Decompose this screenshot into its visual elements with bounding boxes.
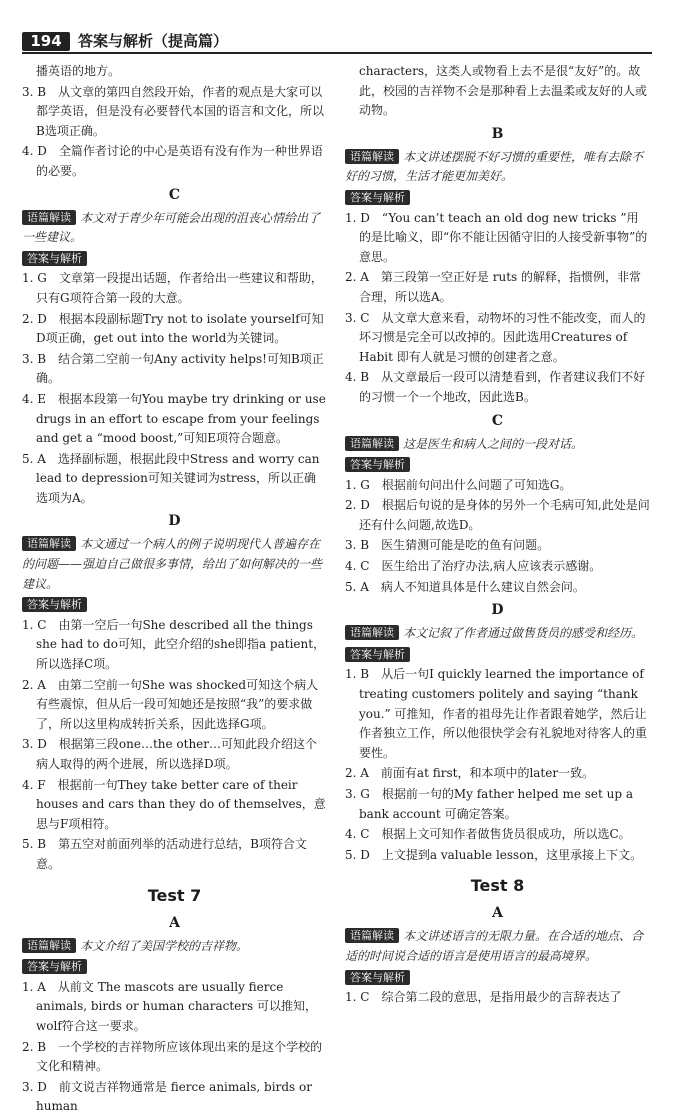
answer-item: 5. B 第五空对前面列举的活动进行总结，B项符合文意。 <box>22 837 307 871</box>
passage-summary <box>345 148 650 187</box>
answers-tag: 答案与解析 <box>345 457 410 472</box>
answer-item: 3. B 结合第二空前一句Any activity helps!可知B项正确。 <box>22 351 324 386</box>
answer-item: 3. G 根据前一句的My father helped me set up a bank account 可确定答案。 <box>345 787 634 821</box>
page-header <box>0 0 675 54</box>
answer-item: 5. A 选择副标题，根据此段中Stress and worry can lead to depression可知关键词为stress，所以正确选项为A。 <box>22 451 320 505</box>
header-divider <box>22 52 652 54</box>
answer-item: 1. B 从后一句I quickly learned the importance of treating customers politely and saying “thank you.” 可推知，作者的祖母先让作者跟着她学，然后让作者独立工作，所以他很快学会有礼貌地对待客人的重要性。 <box>345 667 648 760</box>
answer-item: 1. C 由第一空后一句She described all the things she had to do可知，此空介绍的she即指a patient，所以选择C项。 <box>22 617 326 672</box>
answer-item: 4. B 从文章最后一段可以清楚看到，作者建议我们不好的习惯一个一个地改，因此选B。 <box>345 370 646 404</box>
summary-text: 这是医生和病人之间的一段对话。 <box>403 436 584 451</box>
test-title: Test 7 <box>147 885 202 905</box>
summary-text: 本文介绍了美国学校的吉祥物。 <box>80 938 249 953</box>
answer-item: 1. A 从前文 The mascots are usually fierce animals, birds or human characters 可以推知，wolf符合这一要求。 <box>22 979 317 1033</box>
intro-item: 3. B 从文章的第四自然段开始，作者的观点是大家可以都学英语，但是没有必要替代本国的语言和文化，所以B选项正确。 <box>22 84 325 138</box>
left-column <box>22 62 327 1118</box>
answers-tag: 答案与解析 <box>22 959 87 974</box>
answer-item: 4. C 根据上文可知作者做售货员很成功，所以选C。 <box>345 827 631 842</box>
answer-item: 2. A 第三段第一空正好是 ruts 的解释，指惯例，非常合理，所以选A。 <box>345 270 642 304</box>
answers-tag: 答案与解析 <box>345 970 410 985</box>
summary-text: 本文讲述摆脱不好习惯的重要性，唯有去除不好的习惯，生活才能更加美好。 <box>345 149 644 184</box>
answer-item: 1. C 综合第二段的意思，是指用最少的言辞表达了 <box>345 990 622 1005</box>
answer-item: 1. G 根据前句问出什么问题了可知选G。 <box>345 477 572 492</box>
summary-tag: 语篇解读 <box>22 536 76 551</box>
summary-tag: 语篇解读 <box>345 149 399 164</box>
answer-item: 2. A 由第二空前一句She was shocked可知这个病人有些震惊，但从后一段可知她还是按照“我”的要求做了，所以这里构成转折关系，因此选择G项。 <box>22 677 319 731</box>
answer-item: 3. C 从文章大意来看，动物坏的习性不能改变，而人的坏习惯是完全可以改掉的。因此选用Creatures of Habit 即有人就是习惯的创建者之意。 <box>345 310 646 364</box>
answer-item: 2. D 根据后句说的是身体的另外一个毛病可知,此处是问还有什么问题,故选D。 <box>345 498 650 532</box>
answer-item: 5. A 病人不知道具体是什么建议自然会问。 <box>345 579 585 594</box>
answer-item: 3. D 根据第三段one…the other…可知此段介绍这个病人取得的两个进展，所以选择D项。 <box>22 737 318 771</box>
answer-item: 4. E 根据本段第一句You maybe try drinking or use drugs in an effort to escape from your feelings and get a “mood boost,”可知E项符合题意。 <box>22 391 326 446</box>
summary-tag: 语篇解读 <box>22 210 76 225</box>
section-heading: B <box>491 125 504 142</box>
intro-item: 4. D 全篇作者讨论的中心是英语有没有作为一种世界语的必要。 <box>22 144 323 178</box>
summary-text: 本文讲述语言的无限力量。在合适的地点、合适的时间说合适的语言是使用语言的最高境界。 <box>345 929 644 963</box>
passage-summary <box>345 927 650 966</box>
passage-summary <box>345 624 650 644</box>
answer-item: 5. D 上文提到a valuable lesson，这里承接上下文。 <box>345 847 643 862</box>
passage-summary <box>22 209 327 248</box>
summary-tag: 语篇解读 <box>22 938 76 953</box>
intro-item: 播英语的地方。 <box>36 64 121 78</box>
answers-tag: 答案与解析 <box>345 647 410 662</box>
summary-text: 本文对于青少年可能会出现的沮丧心情给出了一些建议。 <box>22 210 321 245</box>
right-column <box>345 62 650 1009</box>
summary-text: 本文通过一个病人的例子说明现代人普遍存在的问题——强迫自己做很多事情，给出了如何解决的一些建议。 <box>22 537 323 591</box>
intro-item: characters，这类人或物看上去不是很“友好”的。故此，校园的吉祥物不会是那种看上去温柔或友好的人或动物。 <box>359 64 648 118</box>
passage-summary <box>22 937 327 957</box>
answer-item: 3. B 医生猜测可能是吃的鱼有问题。 <box>345 538 550 553</box>
answer-item: 4. C 医生给出了治疗办法,病人应该表示感谢。 <box>345 559 602 574</box>
section-heading: A <box>169 914 180 931</box>
summary-tag: 语篇解读 <box>345 625 399 640</box>
answer-item: 2. B 一个学校的吉祥物所应该体现出来的是这个学校的文化和精神。 <box>22 1039 323 1074</box>
section-heading: D <box>491 602 504 619</box>
answer-item: 3. D 前文说吉祥物通常是 fierce animals, birds or human <box>22 1079 312 1114</box>
summary-tag: 语篇解读 <box>345 928 399 943</box>
answer-item: 4. F 根据前一句They take better care of their houses and cars than they do of themselves，意思与F项相符。 <box>22 777 326 831</box>
answer-item: 1. D “You can’t teach an old dog new tricks ”用的是比喻义，即“你不能让因循守旧的人接受新事物”的意思。 <box>345 210 648 264</box>
section-heading: C <box>491 412 504 429</box>
section-heading: D <box>168 513 181 530</box>
answer-item: 2. A 前面有at first，和本项中的later一致。 <box>345 766 595 781</box>
section-heading: C <box>168 186 181 203</box>
test-title: Test 8 <box>470 876 525 896</box>
page-number: 194 <box>22 32 70 51</box>
answer-item: 1. G 文章第一段提出话题，作者给出一些建议和帮助，只有G项符合第一段的大意。 <box>22 271 323 305</box>
header-title: 答案与解析（提高篇） <box>78 32 229 50</box>
passage-summary <box>345 435 650 455</box>
answers-tag: 答案与解析 <box>22 597 87 612</box>
answer-item: 2. D 根据本段副标题Try not to isolate yourself可知D项正确，get out into the world为关键词。 <box>22 311 324 346</box>
summary-text: 本文记叙了作者通过做售货员的感受和经历。 <box>403 626 644 641</box>
section-heading: A <box>492 905 503 922</box>
answers-tag: 答案与解析 <box>22 251 87 266</box>
passage-summary <box>22 535 327 594</box>
answers-tag: 答案与解析 <box>345 190 410 205</box>
summary-tag: 语篇解读 <box>345 436 399 451</box>
